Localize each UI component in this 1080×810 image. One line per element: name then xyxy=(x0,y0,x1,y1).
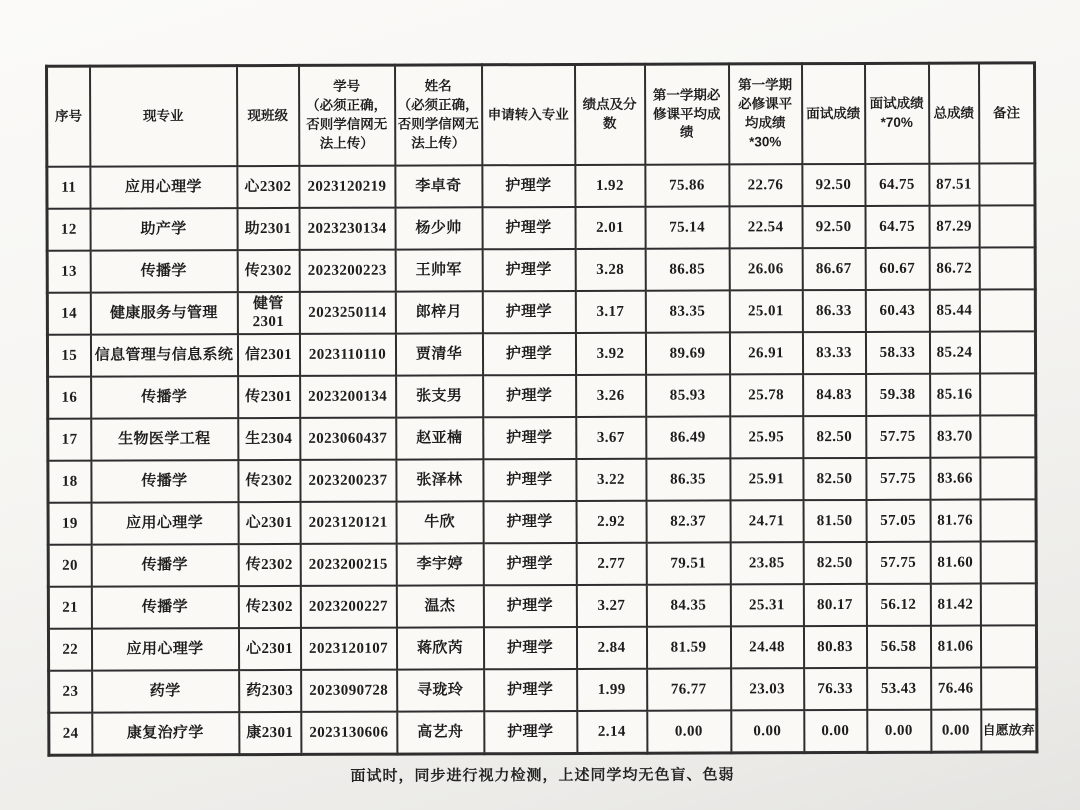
table-cell: 传2301 xyxy=(238,376,300,418)
table-cell: 85.93 xyxy=(646,374,730,416)
table-cell: 92.50 xyxy=(802,164,865,206)
table-cell: 83.66 xyxy=(930,458,980,500)
table-cell: 助2301 xyxy=(237,208,299,250)
transfer-score-table xyxy=(45,61,1038,756)
table-cell: 应用心理学 xyxy=(91,502,238,545)
table-cell: 82.50 xyxy=(803,416,866,458)
table-cell: 22.54 xyxy=(729,206,802,248)
table-cell: 传2302 xyxy=(238,586,300,628)
table-cell: 25.31 xyxy=(730,584,803,626)
table-cell: 助产学 xyxy=(90,208,237,251)
table-row xyxy=(48,625,1036,670)
table-cell: 2.01 xyxy=(575,207,645,249)
table-cell: 护理学 xyxy=(484,711,577,754)
col-header-interview-score-70pct: 面试成绩*70% xyxy=(865,63,929,164)
table-cell: 82.37 xyxy=(646,500,730,542)
table-cell: 57.05 xyxy=(866,500,930,542)
table-cell: 22 xyxy=(48,629,91,671)
table-cell: 应用心理学 xyxy=(91,628,238,671)
table-cell: 23 xyxy=(49,671,92,713)
table-cell: 2.92 xyxy=(576,501,646,543)
table-cell: 76.77 xyxy=(647,668,731,710)
table-cell: 58.33 xyxy=(865,332,929,374)
table-cell: 86.85 xyxy=(645,248,729,290)
table-cell: 15 xyxy=(47,335,90,377)
table-row xyxy=(48,373,1036,418)
table-cell: 0.00 xyxy=(931,710,981,753)
table-cell: 75.14 xyxy=(645,206,729,248)
table-cell: 24.71 xyxy=(730,500,803,542)
table-cell: 护理学 xyxy=(482,165,575,207)
table-cell: 57.75 xyxy=(866,542,930,584)
score-table-body xyxy=(47,163,1037,755)
table-cell: 2023120107 xyxy=(300,628,396,670)
table-cell: 生物医学工程 xyxy=(91,418,238,461)
table-cell: 王帅军 xyxy=(395,249,482,291)
table-cell: 21 xyxy=(48,587,91,629)
table-cell: 85.44 xyxy=(929,290,979,332)
table-cell: 86.35 xyxy=(646,458,730,500)
table-cell: 寻珑玲 xyxy=(397,669,484,711)
table-cell: 13 xyxy=(47,251,90,293)
table-row xyxy=(47,331,1035,376)
table-row xyxy=(48,457,1036,502)
table-cell: 2023200227 xyxy=(300,586,396,628)
table-cell: 传2302 xyxy=(237,250,299,292)
table-cell xyxy=(981,667,1037,709)
table-cell: 2023110110 xyxy=(299,334,395,376)
col-header-gpa-score: 绩点及分数 xyxy=(575,64,645,165)
table-cell: 郎梓月 xyxy=(395,291,482,333)
table-cell: 护理学 xyxy=(482,249,575,291)
table-cell: 82.50 xyxy=(803,458,866,500)
table-cell: 信2301 xyxy=(237,334,299,376)
table-cell: 3.26 xyxy=(576,375,646,417)
table-cell: 18 xyxy=(48,461,91,503)
vision-test-note: 面试时，同步进行视力检测，上述同学均无色盲、色弱 xyxy=(350,766,735,785)
table-cell: 83.70 xyxy=(930,416,980,458)
table-cell: 57.75 xyxy=(866,458,930,500)
table-cell: 2023200134 xyxy=(300,376,396,418)
table-row xyxy=(48,415,1036,460)
table-cell: 张泽林 xyxy=(396,459,483,501)
table-cell: 李宇婷 xyxy=(396,543,483,585)
table-cell: 健管2301 xyxy=(237,292,299,334)
table-cell: 25.01 xyxy=(729,290,802,332)
table-cell: 20 xyxy=(48,545,91,587)
table-cell: 2023200223 xyxy=(299,250,395,292)
table-cell: 2023230134 xyxy=(299,208,395,250)
table-cell: 2023250114 xyxy=(299,292,395,334)
table-cell xyxy=(979,163,1035,205)
col-header-student-id: 学号 （必须正确，否则学信网无法上传） xyxy=(299,65,395,166)
table-cell: 56.58 xyxy=(866,626,930,668)
table-cell xyxy=(980,625,1036,667)
table-cell: 80.17 xyxy=(803,584,866,626)
table-cell: 护理学 xyxy=(483,459,576,501)
table-cell: 12 xyxy=(47,209,90,251)
table-cell: 传播学 xyxy=(90,250,237,293)
table-cell: 81.76 xyxy=(930,500,980,542)
table-cell: 76.46 xyxy=(931,668,981,710)
table-cell: 健康服务与管理 xyxy=(90,292,237,335)
table-cell: 心2301 xyxy=(238,502,300,544)
table-cell: 康复治疗学 xyxy=(92,712,239,755)
table-cell: 83.35 xyxy=(645,290,729,332)
table-cell: 3.17 xyxy=(575,291,645,333)
col-header-target-major: 申请转入专业 xyxy=(482,64,575,165)
table-cell: 86.72 xyxy=(929,248,979,290)
table-cell: 82.50 xyxy=(803,542,866,584)
table-cell: 赵亚楠 xyxy=(396,417,483,459)
table-cell: 57.75 xyxy=(866,416,930,458)
table-cell: 85.24 xyxy=(929,332,979,374)
table-cell: 药学 xyxy=(92,670,239,713)
table-row xyxy=(48,499,1036,544)
table-cell: 传播学 xyxy=(91,544,238,587)
table-cell: 2023120219 xyxy=(299,166,395,208)
table-cell xyxy=(979,205,1035,247)
table-cell: 25.78 xyxy=(730,374,803,416)
table-cell: 80.83 xyxy=(803,626,866,668)
col-header-index: 序号 xyxy=(47,66,90,167)
table-cell: 0.00 xyxy=(647,710,731,753)
table-cell: 25.91 xyxy=(730,458,803,500)
table-cell: 22.76 xyxy=(729,164,802,206)
table-cell: 应用心理学 xyxy=(90,166,237,209)
table-cell: 0.00 xyxy=(804,710,867,753)
table-cell: 蒋欣芮 xyxy=(396,627,483,669)
table-row xyxy=(47,163,1035,208)
table-cell: 1.92 xyxy=(575,165,645,207)
table-cell: 76.33 xyxy=(804,668,867,710)
table-cell: 传播学 xyxy=(91,376,238,419)
table-row xyxy=(47,205,1035,250)
table-cell: 83.33 xyxy=(802,332,865,374)
table-cell: 84.83 xyxy=(803,374,866,416)
col-header-total-score: 总成绩 xyxy=(929,63,979,164)
table-cell: 3.67 xyxy=(576,417,646,459)
table-cell: 16 xyxy=(48,377,91,419)
table-cell: 23.03 xyxy=(731,668,804,710)
table-cell: 传播学 xyxy=(91,586,238,629)
table-cell: 85.16 xyxy=(930,374,980,416)
col-header-sem1-required-avg-30pct: 第一学期必修课平均成绩*30% xyxy=(729,64,802,165)
table-cell: 92.50 xyxy=(802,206,865,248)
table-cell: 3.27 xyxy=(576,585,646,627)
table-cell: 3.92 xyxy=(575,333,645,375)
table-cell: 81.60 xyxy=(930,542,980,584)
table-cell: 89.69 xyxy=(645,332,729,374)
table-cell: 传播学 xyxy=(91,460,238,503)
table-cell xyxy=(979,289,1035,331)
table-cell: 护理学 xyxy=(483,585,576,627)
table-cell: 护理学 xyxy=(483,627,576,669)
table-cell: 11 xyxy=(47,167,90,209)
paper-sheet xyxy=(45,61,1080,787)
table-row xyxy=(48,583,1036,628)
table-cell: 2.77 xyxy=(576,543,646,585)
table-cell: 84.35 xyxy=(646,584,730,626)
table-cell: 24 xyxy=(49,713,92,756)
table-cell: 19 xyxy=(48,503,91,545)
table-cell xyxy=(980,457,1036,499)
table-row xyxy=(48,541,1036,586)
table-cell: 2.84 xyxy=(576,627,646,669)
table-cell: 64.75 xyxy=(865,206,929,248)
table-cell: 25.95 xyxy=(730,416,803,458)
table-cell: 56.12 xyxy=(866,584,930,626)
table-cell: 81.59 xyxy=(646,626,730,668)
table-cell: 87.29 xyxy=(929,206,979,248)
table-cell: 81.42 xyxy=(930,584,980,626)
table-cell: 护理学 xyxy=(483,543,576,585)
table-cell: 3.28 xyxy=(575,249,645,291)
table-cell xyxy=(980,373,1036,415)
col-header-sem1-required-avg: 第一学期必修课平均成绩 xyxy=(645,64,729,165)
table-cell: 64.75 xyxy=(865,164,929,206)
table-cell: 护理学 xyxy=(483,375,576,417)
table-cell: 张支男 xyxy=(396,375,483,417)
table-cell: 2023090728 xyxy=(301,670,397,712)
table-row xyxy=(49,667,1037,712)
table-cell: 牛欣 xyxy=(396,501,483,543)
table-cell: 药2303 xyxy=(239,670,301,712)
table-cell: 护理学 xyxy=(483,417,576,459)
col-header-interview-score: 面试成绩 xyxy=(802,63,865,164)
table-cell: 护理学 xyxy=(483,501,576,543)
table-cell: 86.33 xyxy=(802,290,865,332)
table-cell: 护理学 xyxy=(482,333,575,375)
table-cell: 信息管理与信息系统 xyxy=(90,334,237,377)
table-cell xyxy=(980,541,1036,583)
table-cell: 心2302 xyxy=(237,166,299,208)
table-cell: 2.14 xyxy=(577,711,647,754)
table-cell: 86.49 xyxy=(646,416,730,458)
table-row xyxy=(49,709,1037,755)
table-cell: 生2304 xyxy=(238,418,300,460)
col-header-current-major: 现专业 xyxy=(90,66,237,167)
table-cell: 14 xyxy=(47,293,90,335)
table-cell: 杨少帅 xyxy=(395,207,482,249)
table-cell: 1.99 xyxy=(577,669,647,711)
table-cell: 53.43 xyxy=(867,668,931,710)
table-cell: 贾清华 xyxy=(395,333,482,375)
table-cell: 81.50 xyxy=(803,500,866,542)
table-cell: 温杰 xyxy=(396,585,483,627)
table-row xyxy=(47,289,1035,334)
table-cell xyxy=(980,499,1036,541)
col-header-remark: 备注 xyxy=(979,63,1035,164)
table-cell: 0.00 xyxy=(731,710,804,753)
table-cell: 高艺舟 xyxy=(397,711,484,754)
table-cell xyxy=(980,583,1036,625)
table-cell: 2023200215 xyxy=(300,544,396,586)
table-cell: 2023060437 xyxy=(300,418,396,460)
table-cell: 心2301 xyxy=(238,628,300,670)
table-cell: 护理学 xyxy=(484,669,577,711)
table-cell: 79.51 xyxy=(646,542,730,584)
table-cell: 17 xyxy=(48,419,91,461)
table-cell: 李卓奇 xyxy=(395,165,482,207)
table-cell: 23.85 xyxy=(730,542,803,584)
table-cell: 自愿放弃 xyxy=(981,709,1037,752)
table-cell: 2023120121 xyxy=(300,502,396,544)
table-cell: 24.48 xyxy=(730,626,803,668)
table-cell: 护理学 xyxy=(482,207,575,249)
table-cell xyxy=(980,415,1036,457)
table-cell xyxy=(979,247,1035,289)
table-cell: 60.67 xyxy=(865,248,929,290)
table-cell: 26.06 xyxy=(729,248,802,290)
table-cell xyxy=(979,331,1035,373)
table-cell: 75.86 xyxy=(645,164,729,206)
table-cell: 3.22 xyxy=(576,459,646,501)
table-cell: 传2302 xyxy=(238,460,300,502)
table-cell: 60.43 xyxy=(865,290,929,332)
table-cell: 86.67 xyxy=(802,248,865,290)
table-cell: 护理学 xyxy=(482,291,575,333)
table-cell: 传2302 xyxy=(238,544,300,586)
table-cell: 康2301 xyxy=(239,712,301,755)
table-cell: 81.06 xyxy=(930,626,980,668)
col-header-name: 姓名 （必须正确，否则学信网无法上传） xyxy=(395,65,482,166)
table-cell: 2023200237 xyxy=(300,460,396,502)
table-cell: 2023130606 xyxy=(301,712,397,755)
table-cell: 0.00 xyxy=(867,710,931,753)
table-cell: 87.51 xyxy=(929,164,979,206)
table-header-row xyxy=(47,63,1035,167)
col-header-current-class: 现班级 xyxy=(237,65,299,166)
table-row xyxy=(47,247,1035,292)
table-cell: 26.91 xyxy=(729,332,802,374)
table-cell: 59.38 xyxy=(866,374,930,416)
